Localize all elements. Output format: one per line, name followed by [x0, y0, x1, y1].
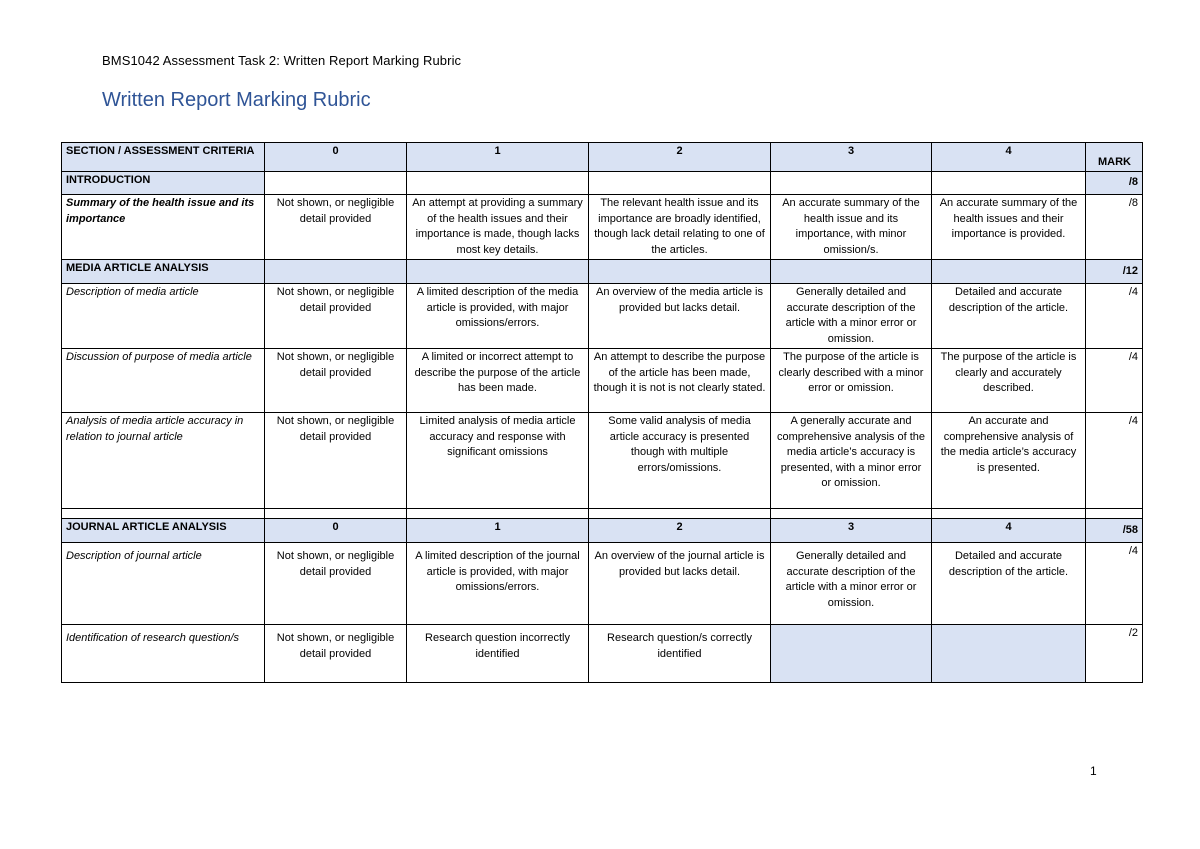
level-cell: The purpose of the article is clearly and accurately described. [932, 349, 1086, 413]
score-header-2: 2 [589, 143, 771, 172]
level-cell: Generally detailed and accurate description of the article with a minor error or omission. [771, 284, 932, 349]
section-label: JOURNAL ARTICLE ANALYSIS [62, 519, 265, 543]
criterion-label: Summary of the health issue and its importance [62, 195, 265, 260]
level-cell: An attempt at providing a summary of the health issues and their importance is made, though lacks most key details. [407, 195, 589, 260]
section-criteria-header: SECTION / ASSESSMENT CRITERIA [62, 143, 265, 172]
section-total: /58 [1086, 519, 1143, 543]
section-row-introduction [62, 172, 1143, 195]
criterion-label: Analysis of media article accuracy in relation to journal article [62, 413, 265, 509]
table-row [62, 195, 1143, 260]
mark-header: MARK [1086, 143, 1143, 172]
level-cell: A limited or incorrect attempt to describe the purpose of the article has been made. [407, 349, 589, 413]
criterion-label: Discussion of purpose of media article [62, 349, 265, 413]
score-header-3: 3 [771, 143, 932, 172]
level-cell: Not shown, or negligible detail provided [265, 349, 407, 413]
score-header-3: 3 [771, 519, 932, 543]
mark-cell: /4 [1086, 284, 1143, 349]
level-cell: Not shown, or negligible detail provided [265, 284, 407, 349]
level-cell: Research question/s correctly identified [589, 625, 771, 683]
level-cell: A limited description of the journal article is provided, with major omissions/errors. [407, 543, 589, 625]
level-cell: The relevant health issue and its importance are broadly identified, though lack detail relating to one of the articles. [589, 195, 771, 260]
level-cell: Research question incorrectly identified [407, 625, 589, 683]
section-row-journal-article-analysis [62, 519, 1143, 543]
table-row [62, 625, 1143, 683]
level-cell: Generally detailed and accurate description of the article with a minor error or omission. [771, 543, 932, 625]
level-cell: Limited analysis of media article accuracy and response with significant omissions [407, 413, 589, 509]
table-row [62, 284, 1143, 349]
level-cell: Not shown, or negligible detail provided [265, 195, 407, 260]
level-cell: Detailed and accurate description of the article. [932, 543, 1086, 625]
section-label: INTRODUCTION [62, 172, 265, 195]
section-row-media-article-analysis [62, 260, 1143, 284]
level-cell: An attempt to describe the purpose of the article has been made, though it is not is not clearly stated. [589, 349, 771, 413]
document-header: BMS1042 Assessment Task 2: Written Report Marking Rubric [102, 53, 462, 68]
page-number: 1 [1090, 764, 1097, 778]
rubric-header-row [62, 143, 1143, 172]
table-row [62, 349, 1143, 413]
level-cell: Detailed and accurate description of the article. [932, 284, 1086, 349]
score-header-4: 4 [932, 143, 1086, 172]
score-header-4: 4 [932, 519, 1086, 543]
level-cell: An accurate summary of the health issue and its importance, with minor omission/s. [771, 195, 932, 260]
section-total: /8 [1086, 172, 1143, 195]
level-cell: The purpose of the article is clearly described with a minor error or omission. [771, 349, 932, 413]
mark-cell: /8 [1086, 195, 1143, 260]
level-cell: An overview of the media article is provided but lacks detail. [589, 284, 771, 349]
score-header-0: 0 [265, 519, 407, 543]
level-cell: A limited description of the media article is provided, with major omissions/errors. [407, 284, 589, 349]
level-cell-shaded [932, 625, 1086, 683]
criterion-label: Description of media article [62, 284, 265, 349]
level-cell: An accurate and comprehensive analysis of the media article’s accuracy is presented. [932, 413, 1086, 509]
marking-rubric-table [61, 142, 1143, 683]
level-cell: Not shown, or negligible detail provided [265, 543, 407, 625]
criterion-label: Identification of research question/s [62, 625, 265, 683]
score-header-0: 0 [265, 143, 407, 172]
level-cell-shaded [771, 625, 932, 683]
level-cell: An accurate summary of the health issues and their importance is provided. [932, 195, 1086, 260]
section-label: MEDIA ARTICLE ANALYSIS [62, 260, 265, 284]
table-row [62, 413, 1143, 509]
section-spacer [62, 509, 1143, 519]
mark-cell: /4 [1086, 349, 1143, 413]
score-header-1: 1 [407, 519, 589, 543]
document-title: Written Report Marking Rubric [102, 89, 371, 111]
section-total: /12 [1086, 260, 1143, 284]
score-header-1: 1 [407, 143, 589, 172]
mark-cell: /4 [1086, 413, 1143, 509]
mark-cell: /4 [1086, 543, 1143, 625]
level-cell: Not shown, or negligible detail provided [265, 413, 407, 509]
level-cell: Some valid analysis of media article accuracy is presented though with multiple errors/omissions. [589, 413, 771, 509]
level-cell: An overview of the journal article is provided but lacks detail. [589, 543, 771, 625]
level-cell: A generally accurate and comprehensive analysis of the media article’s accuracy is presented, with a minor error or omission. [771, 413, 932, 509]
table-row [62, 543, 1143, 625]
criterion-label: Description of journal article [62, 543, 265, 625]
mark-cell: /2 [1086, 625, 1143, 683]
level-cell: Not shown, or negligible detail provided [265, 625, 407, 683]
score-header-2: 2 [589, 519, 771, 543]
